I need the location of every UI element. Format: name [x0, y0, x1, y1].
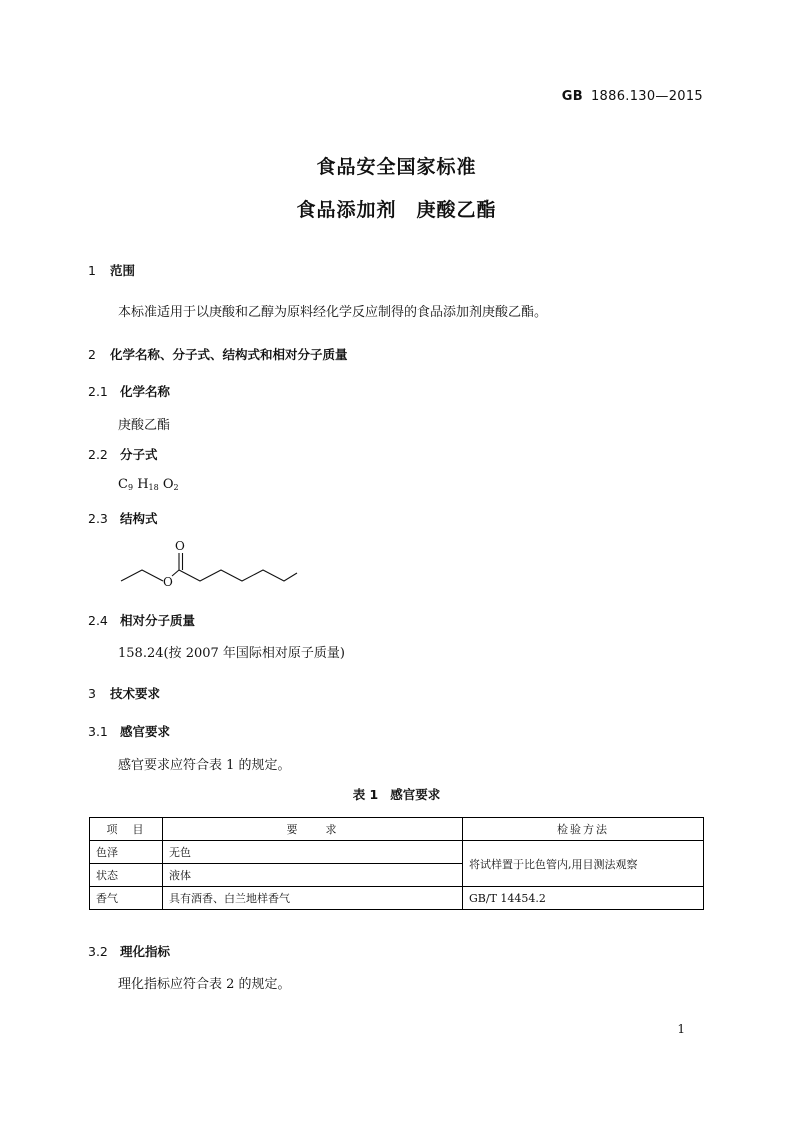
cell-method: GB/T 14454.2: [463, 887, 704, 910]
table-row: [90, 841, 704, 864]
ethyl-bond: [121, 570, 163, 581]
heptyl-chain: [179, 570, 297, 581]
section-title: 分子式: [120, 447, 158, 462]
subscript-c: 9: [127, 483, 134, 492]
subscript-h: 18: [148, 483, 159, 492]
section-number: 1: [88, 263, 96, 278]
section-number: 2.2: [88, 447, 108, 462]
section-number: 2.4: [88, 613, 108, 628]
molecular-formula: [118, 477, 179, 492]
table-1: [89, 817, 704, 910]
table-header-row: [90, 818, 704, 841]
section-2-1-heading: [88, 382, 170, 400]
section-3-1-text: 感官要求应符合表 1 的规定。: [118, 758, 291, 773]
section-title: 感官要求: [120, 724, 171, 739]
structural-formula-diagram: [115, 537, 305, 593]
cell-requirement: 具有酒香、白兰地样香气: [163, 887, 463, 910]
element-h: H: [137, 477, 149, 492]
molecular-mass: 158.24(按 2007 年国际相对原子质量): [118, 646, 345, 661]
standard-number: 1886.130—2015: [590, 89, 703, 104]
standard-prefix: GB: [561, 89, 583, 104]
section-title: 相对分子质量: [120, 613, 196, 628]
document-subtitle: 食品添加剂 庚酸乙酯: [296, 199, 497, 221]
section-3-2-text: 理化指标应符合表 2 的规定。: [118, 977, 291, 992]
section-3-heading: [88, 684, 160, 702]
section-2-heading: [88, 345, 348, 363]
chemical-name: 庚酸乙酯: [118, 418, 171, 433]
subscript-o: 2: [173, 483, 179, 492]
cell-method-merged: 将试样置于比色管内,用目测法观察: [463, 841, 704, 887]
carbonyl-oxygen: O: [175, 539, 185, 553]
standard-code: [562, 89, 703, 104]
section-1-text: 本标准适用于以庚酸和乙醇为原料经化学反应制得的食品添加剂庚酸乙酯。: [118, 305, 548, 320]
section-number: 2.1: [88, 384, 108, 399]
cell-item: 香气: [90, 887, 163, 910]
ester-bond: [172, 570, 179, 576]
section-title: 化学名称: [120, 384, 171, 399]
section-1-heading: [88, 261, 135, 279]
section-number: 3: [88, 686, 96, 701]
section-title: 化学名称、分子式、结构式和相对分子质量: [110, 347, 348, 362]
section-number: 3.2: [88, 944, 108, 959]
section-number: 2.3: [88, 511, 108, 526]
section-title: 理化指标: [120, 944, 171, 959]
section-title: 结构式: [120, 511, 158, 526]
cell-item: 状态: [90, 864, 163, 887]
cell-requirement: 液体: [163, 864, 463, 887]
table-1-caption: [0, 785, 793, 803]
section-title: 技术要求: [110, 686, 161, 701]
section-title: 范围: [110, 263, 136, 278]
header-requirement: 要 求: [163, 818, 463, 841]
element-c: C: [118, 477, 128, 492]
table-row: [90, 887, 704, 910]
table-title: 感官要求: [390, 787, 441, 802]
page-number: 1: [677, 1022, 685, 1036]
element-o: O: [162, 477, 174, 492]
section-2-3-heading: [88, 509, 158, 527]
ester-oxygen: O: [163, 575, 173, 589]
section-2-4-heading: [88, 611, 195, 629]
section-number: 3.1: [88, 724, 108, 739]
header-method: 检验方法: [463, 818, 704, 841]
section-3-1-heading: [88, 722, 170, 740]
table-label: 表 1: [352, 787, 379, 802]
section-2-2-heading: [88, 445, 158, 463]
section-3-2-heading: [88, 942, 170, 960]
cell-requirement: 无色: [163, 841, 463, 864]
header-item: 项 目: [90, 818, 163, 841]
cell-item: 色泽: [90, 841, 163, 864]
section-number: 2: [88, 347, 96, 362]
document-title: 食品安全国家标准: [316, 156, 477, 178]
